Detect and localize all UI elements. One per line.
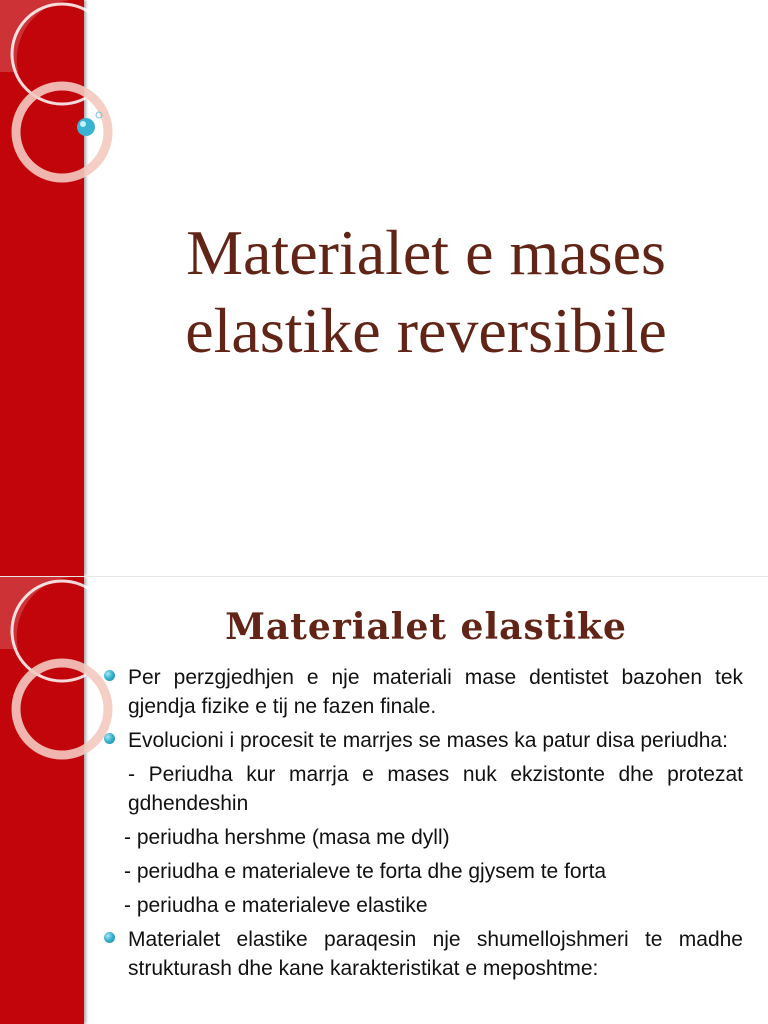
sub-item: - Periudha kur marrja e mases nuk ekzistonte dhe protezat gdhendeshin [128,763,743,815]
sub-item: - periudha e materialeve elastike [124,894,428,917]
title-line: elastike reversibile [185,295,667,366]
slide-body [102,663,743,988]
content-slide [0,576,768,1024]
bullet-item [102,663,743,721]
sub-item: - periudha hershme (masa me dyll) [124,826,450,849]
bullet-dot-icon [104,932,115,943]
sub-item: - periudha e materialeve te forta dhe gjysem te forta [124,860,607,883]
slide-title [96,214,756,370]
bullet-text: Evolucioni i procesit te marrjes se mases ka patur disa periudha: [128,729,728,752]
title-line: Materialet e mases [186,217,666,288]
bullet-item [102,726,743,755]
bullet-text: Materialet elastike paraqesin nje shumellojshmeri te madhe strukturash dhe kane karakteristikat e meposhtme: [128,928,743,980]
bullet-item [102,925,743,983]
bullet-dot-icon [104,733,115,744]
bullet-text: Per perzgjedhjen e nje materiali mase dentistet bazohen tek gjendja fizike e tij ne fazen finale. [128,666,743,718]
ring-decoration-icon [0,0,120,200]
bullet-dot-icon [104,670,115,681]
slide-heading: Materialet elastike [225,606,627,648]
